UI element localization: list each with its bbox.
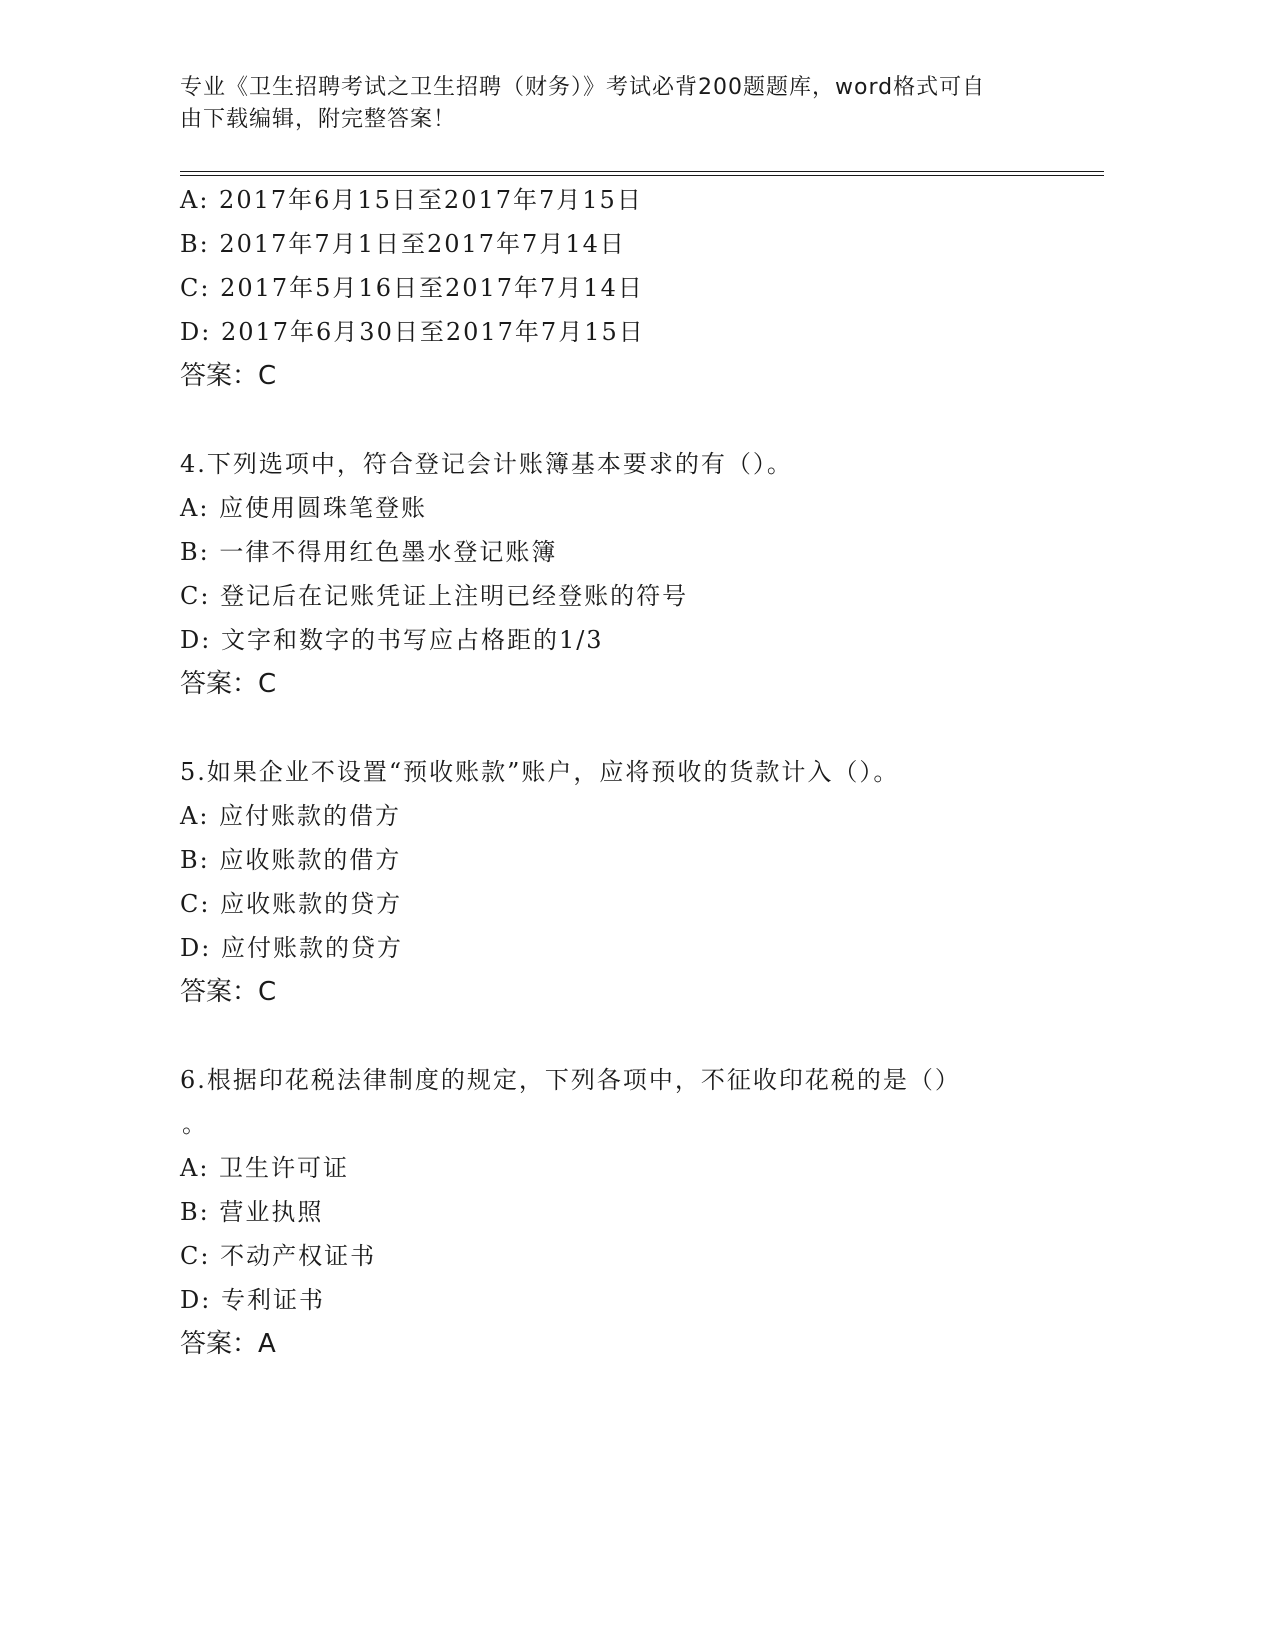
option-b: B: 应收账款的借方	[180, 846, 402, 874]
document-header	[180, 72, 1040, 136]
option-c: C: 应收账款的贷方	[180, 890, 403, 918]
spacer	[180, 1014, 1060, 1058]
answer: 答案：C	[180, 977, 277, 1007]
option-d: D: 应付账款的贷方	[180, 934, 403, 962]
option-d: D: 专利证书	[180, 1286, 325, 1314]
answer: 答案：C	[180, 669, 277, 699]
option-a: A: 2017年6月15日至2017年7月15日	[180, 186, 643, 214]
spacer	[180, 706, 1060, 750]
option-d: D: 文字和数字的书写应占格距的1/3	[180, 626, 604, 654]
header-divider-top	[180, 171, 1104, 172]
option-a: A: 应付账款的借方	[180, 802, 402, 830]
question-list	[180, 178, 1060, 1366]
answer: 答案：A	[180, 1329, 276, 1359]
option-a: A: 卫生许可证	[180, 1154, 350, 1182]
option-b: B: 营业执照	[180, 1198, 324, 1226]
option-c: C: 不动产权证书	[180, 1242, 377, 1270]
question-text: 4.下列选项中，符合登记会计账簿基本要求的有（）。	[180, 450, 793, 478]
option-a: A: 应使用圆珠笔登账	[180, 494, 428, 522]
question-3	[180, 178, 1060, 398]
option-d: D: 2017年6月30日至2017年7月15日	[180, 318, 645, 346]
question-text-continuation: 。	[182, 1110, 208, 1138]
option-b: B: 2017年7月1日至2017年7月14日	[180, 230, 626, 258]
question-6	[180, 1058, 1060, 1366]
question-text: 5.如果企业不设置“预收账款”账户，应将预收的货款计入（）。	[180, 758, 900, 786]
option-b: B: 一律不得用红色墨水登记账簿	[180, 538, 558, 566]
question-4	[180, 442, 1060, 706]
question-text: 6.根据印花税法律制度的规定，下列各项中，不征收印花税的是（）	[180, 1066, 961, 1094]
header-line-1: 专业《卫生招聘考试之卫生招聘（财务）》考试必背200题题库，word格式可自	[180, 75, 986, 100]
option-c: C: 2017年5月16日至2017年7月14日	[180, 274, 644, 302]
header-divider-bottom	[180, 175, 1104, 176]
spacer	[180, 398, 1060, 442]
header-line-2: 由下载编辑，附完整答案！	[180, 107, 457, 132]
question-5	[180, 750, 1060, 1014]
option-c: C: 登记后在记账凭证上注明已经登账的符号	[180, 582, 689, 610]
answer: 答案：C	[180, 361, 277, 391]
